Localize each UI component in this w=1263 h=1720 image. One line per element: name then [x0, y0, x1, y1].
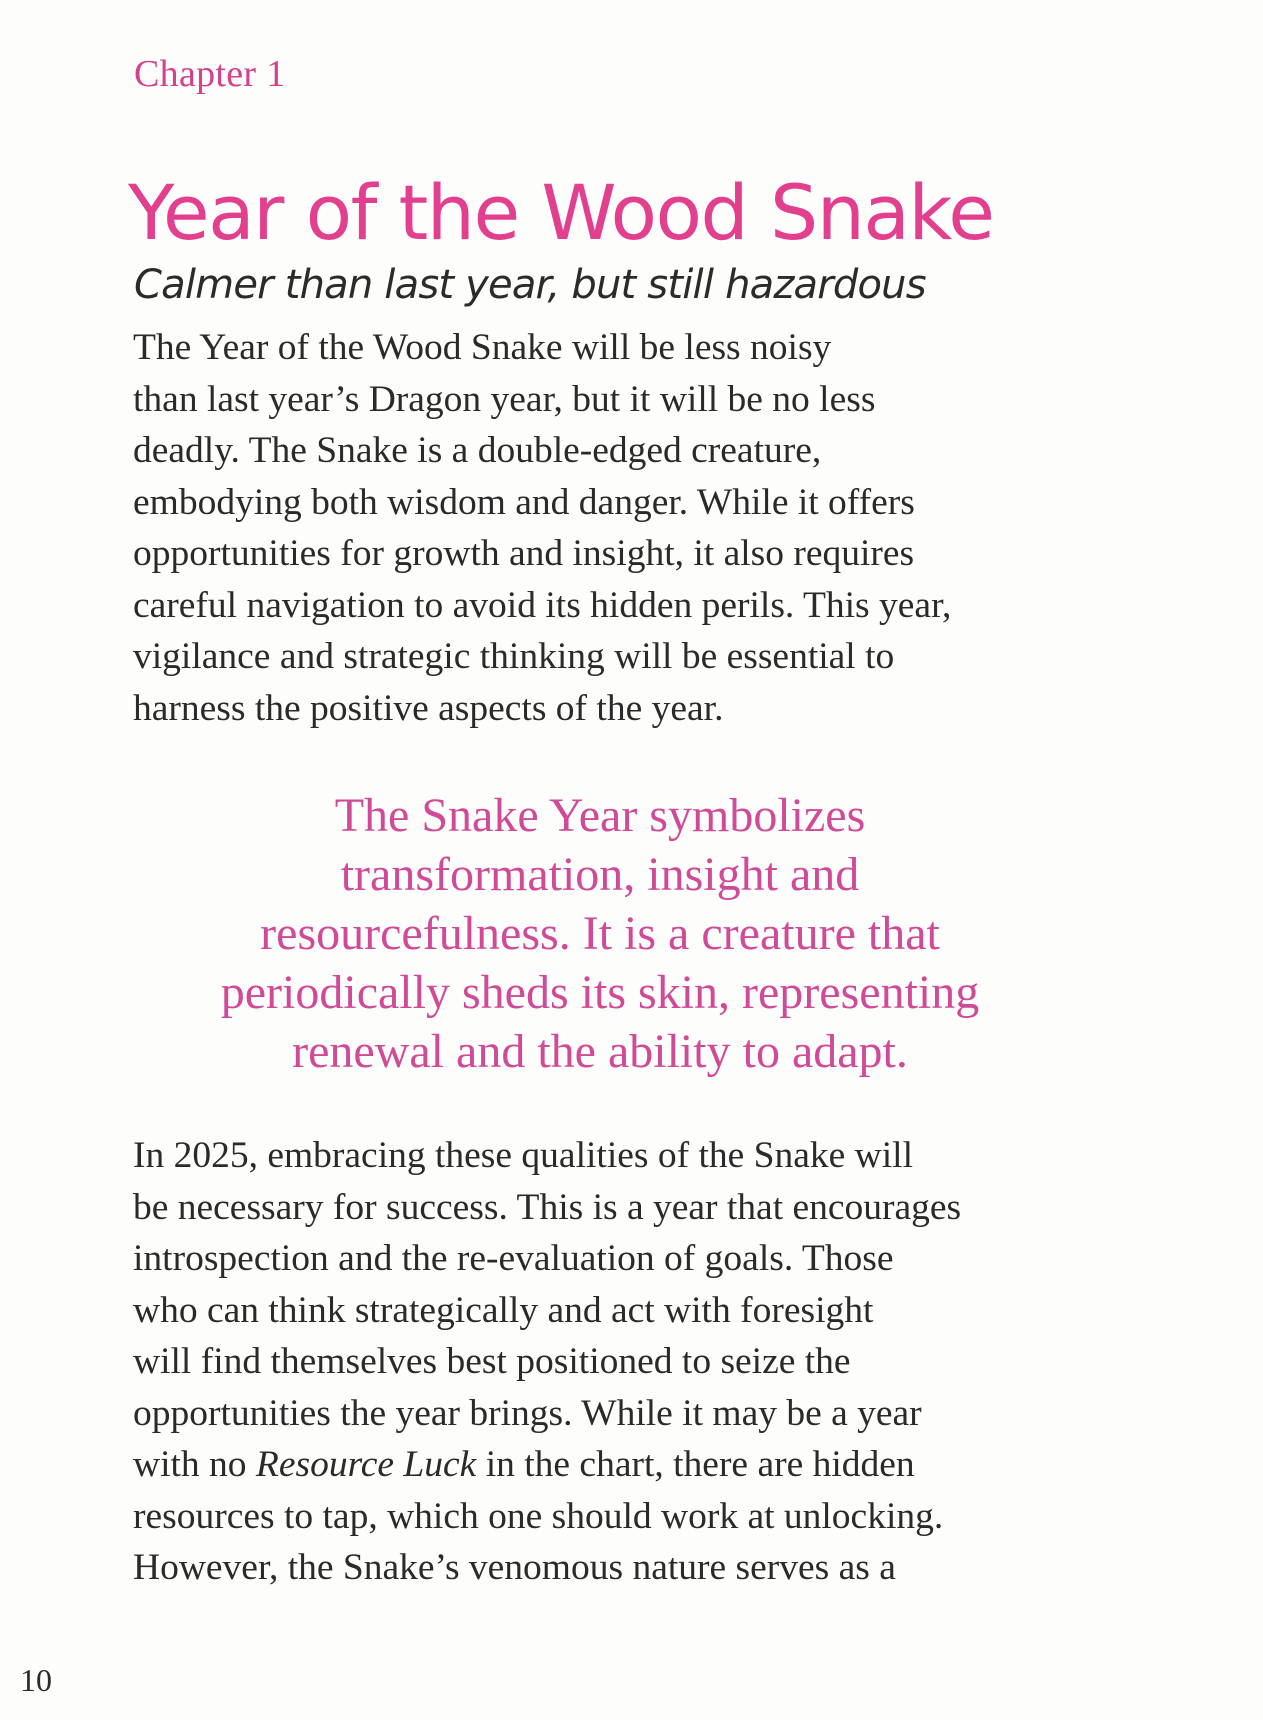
text-line: harness the positive aspects of the year. [133, 687, 724, 729]
body-paragraph [133, 1130, 1093, 1594]
text-line: be necessary for success. This is a year that encourages [133, 1186, 962, 1228]
text-line: who can think strategically and act with foresight [133, 1289, 874, 1331]
text-line: The Year of the Wood Snake will be less noisy [133, 327, 832, 368]
pull-quote-line: transformation, insight and [340, 848, 860, 901]
text-line: than last year’s Dragon year, but it will be no less [133, 378, 876, 420]
text-line: deadly. The Snake is a double-edged creature, [133, 430, 822, 471]
pull-quote-line: The Snake Year symbolizes [334, 789, 866, 842]
text-line: resources to tap, which one should work at unlocking. [133, 1495, 944, 1537]
text-segment: in the chart, there are hidden [476, 1444, 915, 1485]
text-line: vigilance and strategic thinking will be essential to [133, 636, 895, 677]
text-line: opportunities for growth and insight, it also requires [133, 533, 915, 574]
text-segment: with no [133, 1444, 256, 1485]
text-line: However, the Snake’s venomous nature serves as a [133, 1547, 896, 1588]
text-line: In 2025, embracing these qualities of the Snake will [133, 1135, 914, 1176]
italic-term: Resource Luck [255, 1444, 477, 1485]
text-line [133, 1439, 1093, 1491]
pull-quote [100, 786, 1100, 1081]
page-number: 10 [20, 1662, 52, 1698]
text-line: careful navigation to avoid its hidden perils. This year, [133, 584, 952, 626]
text-line: opportunities the year brings. While it may be a year [133, 1392, 922, 1434]
pull-quote-line: renewal and the ability to adapt. [292, 1025, 908, 1078]
text-line: will find themselves best positioned to seize the [133, 1341, 851, 1382]
page-title: Year of the Wood Snake [128, 168, 994, 257]
subtitle: Calmer than last year, but still hazardous [134, 262, 926, 308]
chapter-label: Chapter 1 [134, 53, 286, 95]
pull-quote-line: periodically sheds its skin, representing [220, 966, 980, 1019]
text-line: embodying both wisdom and danger. While it offers [133, 481, 915, 523]
text-line: introspection and the re-evaluation of goals. Those [133, 1238, 894, 1279]
pull-quote-line: resourcefulness. It is a creature that [260, 907, 940, 960]
intro-paragraph [133, 322, 1093, 734]
